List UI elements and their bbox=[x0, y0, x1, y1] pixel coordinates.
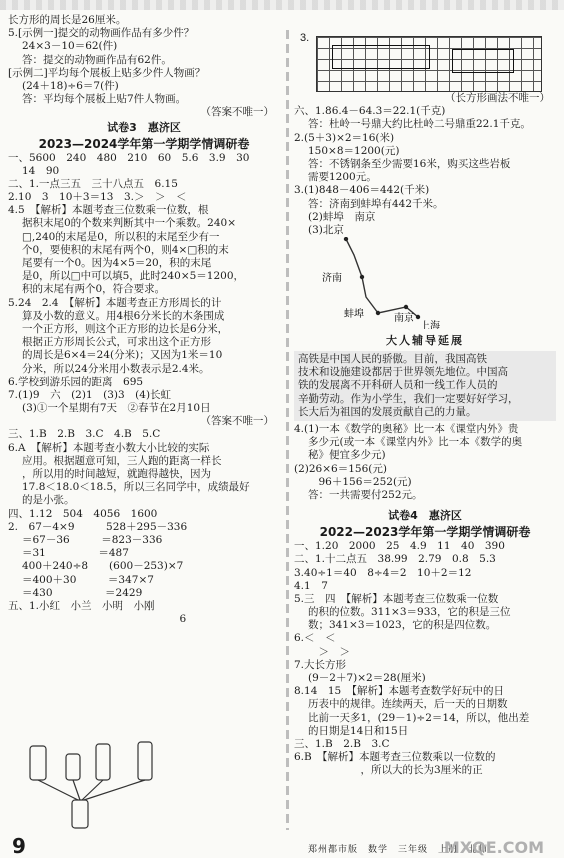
bottle-diagram bbox=[20, 738, 220, 834]
watermark: MXQE.COM bbox=[443, 838, 544, 857]
text-line: 铁的发展离不开科研人员和一线工作人员的 bbox=[298, 379, 498, 392]
bottle-3 bbox=[96, 744, 110, 780]
text-line: 二、1.十二点五 38.99 2.79 0.8 5.3 bbox=[294, 553, 496, 566]
text-line: (2)26×6＝156(元) bbox=[294, 462, 387, 475]
text-line: 4.(1)一本《数学的奥秘》比一本《课堂内外》贵 bbox=[294, 423, 519, 435]
text-line: 答：济南到蚌埠有442千米。 bbox=[308, 197, 444, 210]
bengbu-dot bbox=[376, 311, 380, 315]
text-line: ，所以用的时间越短，就跑得越快，因为 bbox=[22, 468, 211, 480]
grid-note: （长方形画法不唯一） bbox=[445, 92, 550, 104]
text-line: 五、1.小红 小兰 小明 小刚 bbox=[8, 599, 155, 612]
text-line: 三、1.B 2.B 3.C bbox=[294, 737, 390, 750]
map-label-nanjing: 南京 bbox=[394, 313, 414, 325]
text-line: 答：平均每个展板上贴7件人物画。 bbox=[22, 93, 187, 106]
text-line: 据积末尾0的个数来判断其中一个乘数。240× bbox=[22, 217, 237, 230]
text-line: (9－2＋7)×2＝28(厘米) bbox=[308, 672, 426, 684]
text-line: 六、1.86.4－64.3＝22.1(千克) bbox=[294, 105, 446, 118]
map-label-shanghai: 上海 bbox=[420, 321, 440, 330]
text-line: 三、1.B 2.B 3.C 4.B 5.C bbox=[8, 428, 161, 441]
map-label-jinan: 济南 bbox=[322, 273, 342, 285]
bottle-2 bbox=[66, 754, 80, 780]
text-line: 秘》便宜多少元) bbox=[308, 449, 386, 462]
extension-box bbox=[294, 351, 556, 421]
route-map bbox=[294, 237, 556, 329]
text-line: 4.5 【解析】本题考查三位数乘一位数，根 bbox=[8, 204, 209, 217]
text-line: (3)①一个星期有7天 ②春节在2月10日 bbox=[22, 402, 211, 415]
exam4-title: 试卷4 惠济区 bbox=[388, 509, 462, 523]
right-answers-a bbox=[294, 105, 556, 237]
text-line: 的周长是6×4＝24(分米)；又因为1米＝10 bbox=[22, 349, 223, 362]
text-line: 2.10 3 10＋3＝13 3.＞ ＞ ＜ bbox=[8, 191, 187, 204]
text-line: 尾要有一个0。因为4×5＝20，积的末尾 bbox=[22, 257, 212, 269]
text-line: 14 90 bbox=[22, 164, 60, 177]
text-line: (2)蚌埠 南京 bbox=[308, 210, 376, 223]
shanghai-dot bbox=[416, 315, 420, 319]
text-line: 5.24 2.4 【解析】本题考查正方形周长的计 bbox=[8, 296, 222, 309]
text-line: （答案不唯一） bbox=[200, 106, 274, 119]
rectangle-drawing-a bbox=[332, 45, 430, 69]
text-line: 分米，所以24分米用小数表示是2.4米。 bbox=[22, 362, 210, 375]
text-line: 8.14 15 【解析】本题考查数学好玩中的日 bbox=[294, 685, 504, 698]
beijing-dot bbox=[344, 237, 348, 241]
text-line: 答：一共需要付252元。 bbox=[308, 488, 423, 501]
text-line: 150×8＝1200(元) bbox=[308, 144, 400, 157]
text-line: 5.三 四 【解析】本题考查三位数乘一位数 bbox=[294, 592, 499, 605]
jinan-dot bbox=[360, 275, 364, 279]
left-top-answers bbox=[8, 14, 280, 120]
text-line: ，所以大的长为3厘米的正 bbox=[308, 764, 483, 777]
text-line: 需要1200元。 bbox=[308, 171, 377, 184]
map-label-bengbu: 蚌埠 bbox=[344, 309, 364, 321]
column-divider bbox=[286, 30, 289, 830]
text-line: ＝31 ＝487 bbox=[22, 547, 129, 560]
text-line: 的是小张。 bbox=[22, 494, 75, 507]
text-line: 一、1.20 2000 25 4.9 11 40 390 bbox=[294, 540, 505, 553]
text-line: 2. 67－4×9 528＋295－336 bbox=[8, 520, 188, 533]
text-line: 2.(5＋3)×2＝16(米) bbox=[294, 131, 395, 144]
text-line: ＝400＋30 ＝347×7 bbox=[22, 573, 154, 586]
text-line: 算及小数的意义。用4根6分米长的木条围成 bbox=[22, 309, 225, 322]
text-line: 3.40÷1＝40 8÷4＝2 10＋2＝12 bbox=[294, 566, 472, 579]
bottle-1 bbox=[30, 746, 46, 780]
text-line: 答：杜岭一号鼎大约比杜岭二号鼎重22.1千克。 bbox=[308, 118, 531, 131]
text-line: 历表中的规律。连续两天，后一天的日期数 bbox=[308, 698, 508, 711]
page-number: 9 bbox=[12, 834, 26, 858]
exam3-subtitle: 2023—2024学年第一学期学情调研卷 bbox=[38, 136, 250, 151]
text-line: 6.B 【解析】本题考查三位数乘以一位数的 bbox=[294, 751, 496, 764]
text-line: 400＋240÷8 (600－253)×7 bbox=[22, 560, 184, 573]
text-line: 6.学校到游乐园的距离 695 bbox=[8, 375, 144, 388]
rectangle-drawing-b bbox=[452, 49, 514, 73]
extension-banner: 大人辅导延展 bbox=[386, 334, 464, 348]
right-column bbox=[294, 92, 556, 778]
footer-text: 郑州都市版 数学 三年级 上册 北师 bbox=[308, 845, 489, 855]
text-line: (24＋18)÷6＝7(件) bbox=[22, 79, 119, 92]
text-line: 答：提交的动物画作品有62件。 bbox=[22, 53, 172, 66]
text-line: 6.A 【解析】本题考查小数大小比较的实际 bbox=[8, 441, 210, 454]
right-answers-b bbox=[294, 423, 556, 502]
q3-label: 3. bbox=[300, 32, 310, 44]
nanjing-dot bbox=[404, 305, 408, 309]
right-answers-c bbox=[294, 540, 556, 777]
text-line: ＝430 ＝2429 bbox=[22, 586, 143, 599]
text-line: 辛勤劳动。作为小学生，我们一定要好好学习， bbox=[298, 392, 519, 405]
text-line: 技术和设施建设都居于世界领先地位。中国高 bbox=[298, 366, 508, 379]
text-line: 6 bbox=[22, 613, 187, 626]
text-line: 四、1.12 504 4056 1600 bbox=[8, 507, 158, 520]
text-line: 多少元(或一本《课堂内外》比一本《数学的奥 bbox=[308, 436, 523, 449]
text-line: 7.大长方形 bbox=[294, 658, 347, 671]
text-line: 6.＜ ＜ bbox=[294, 632, 336, 645]
text-line: 长大后为祖国的发展贡献自己的力量。 bbox=[298, 405, 477, 418]
text-line: 5.[示例一]提交的动物画作品有多少件？ bbox=[8, 27, 195, 40]
text-line: 3.(1)848－406＝442(千米) bbox=[294, 184, 430, 197]
text-line: 高铁是中国人民的骄傲。目前，我国高铁 bbox=[298, 353, 487, 366]
text-line: 数；341×3＝1023，它的积是四位数。 bbox=[308, 619, 497, 632]
page-footer bbox=[8, 834, 556, 858]
left-column bbox=[8, 14, 280, 626]
text-line: (3)北京 bbox=[308, 223, 344, 236]
text-line: 个0，要使积的末尾有两个0，则4×□积的末 bbox=[22, 243, 229, 256]
text-line: 长方形的周长是26厘米。 bbox=[8, 14, 127, 26]
text-line: 一个正方形，则这个正方形的边长是6分米， bbox=[22, 322, 229, 335]
text-line: 的积的位数。311×3＝933，它的积是三位 bbox=[308, 606, 511, 619]
text-line: 一、5600 240 480 210 60 5.6 3.9 30 bbox=[8, 151, 250, 164]
route-map-svg bbox=[294, 237, 494, 329]
text-line: 4.1 7 bbox=[294, 579, 328, 592]
text-line: 7.(1)9 六 (2)1 (3)3 (4)长虹 bbox=[8, 388, 172, 401]
text-line: 比前一天多1，(29－1)÷2＝14，所以，他出差 bbox=[308, 711, 530, 724]
text-line: 二、1.一点三五 三十八点五 6.15 bbox=[8, 177, 178, 190]
text-line: □,240的末尾是0，所以积的末尾至少有一 bbox=[22, 230, 220, 243]
text-line: ＝67－36 ＝823－336 bbox=[22, 533, 163, 546]
text-line: 的日期是14日和15日 bbox=[308, 724, 409, 737]
text-line: ＞ ＞ bbox=[308, 645, 350, 658]
text-line: 17.8＜18.0＜18.5，所以三名同学中，成绩最好 bbox=[22, 481, 250, 494]
text-line: 答：不锈钢条至少需要16米，购买这些岩板 bbox=[308, 157, 511, 170]
text-line: 根据正方形周长公式，可求出这个正方形 bbox=[22, 336, 211, 349]
text-line: 是0，所以□中可以填5，此时240×5＝1200， bbox=[22, 270, 245, 283]
text-line: 积的末尾有两个0，符合要求。 bbox=[22, 283, 166, 296]
exam3-title: 试卷3 惠济区 bbox=[107, 120, 181, 134]
text-line: [示例二]平均每个展板上贴多少件人物画？ bbox=[8, 66, 206, 79]
text-line: 96＋156＝252(元) bbox=[308, 475, 412, 488]
text-line: 24×3－10＝62(件) bbox=[22, 40, 118, 53]
left-main-answers bbox=[8, 152, 280, 627]
text-line: （答案不唯一） bbox=[200, 415, 274, 428]
text-line: 应用。根据题意可知，三人跑的距离一样长 bbox=[22, 454, 222, 467]
bottle-4 bbox=[138, 742, 152, 780]
decorative-top-border bbox=[0, 0, 564, 10]
bottle-bottom bbox=[72, 800, 88, 828]
exam4-subtitle: 2022—2023学年第一学期学情调研卷 bbox=[319, 525, 531, 540]
